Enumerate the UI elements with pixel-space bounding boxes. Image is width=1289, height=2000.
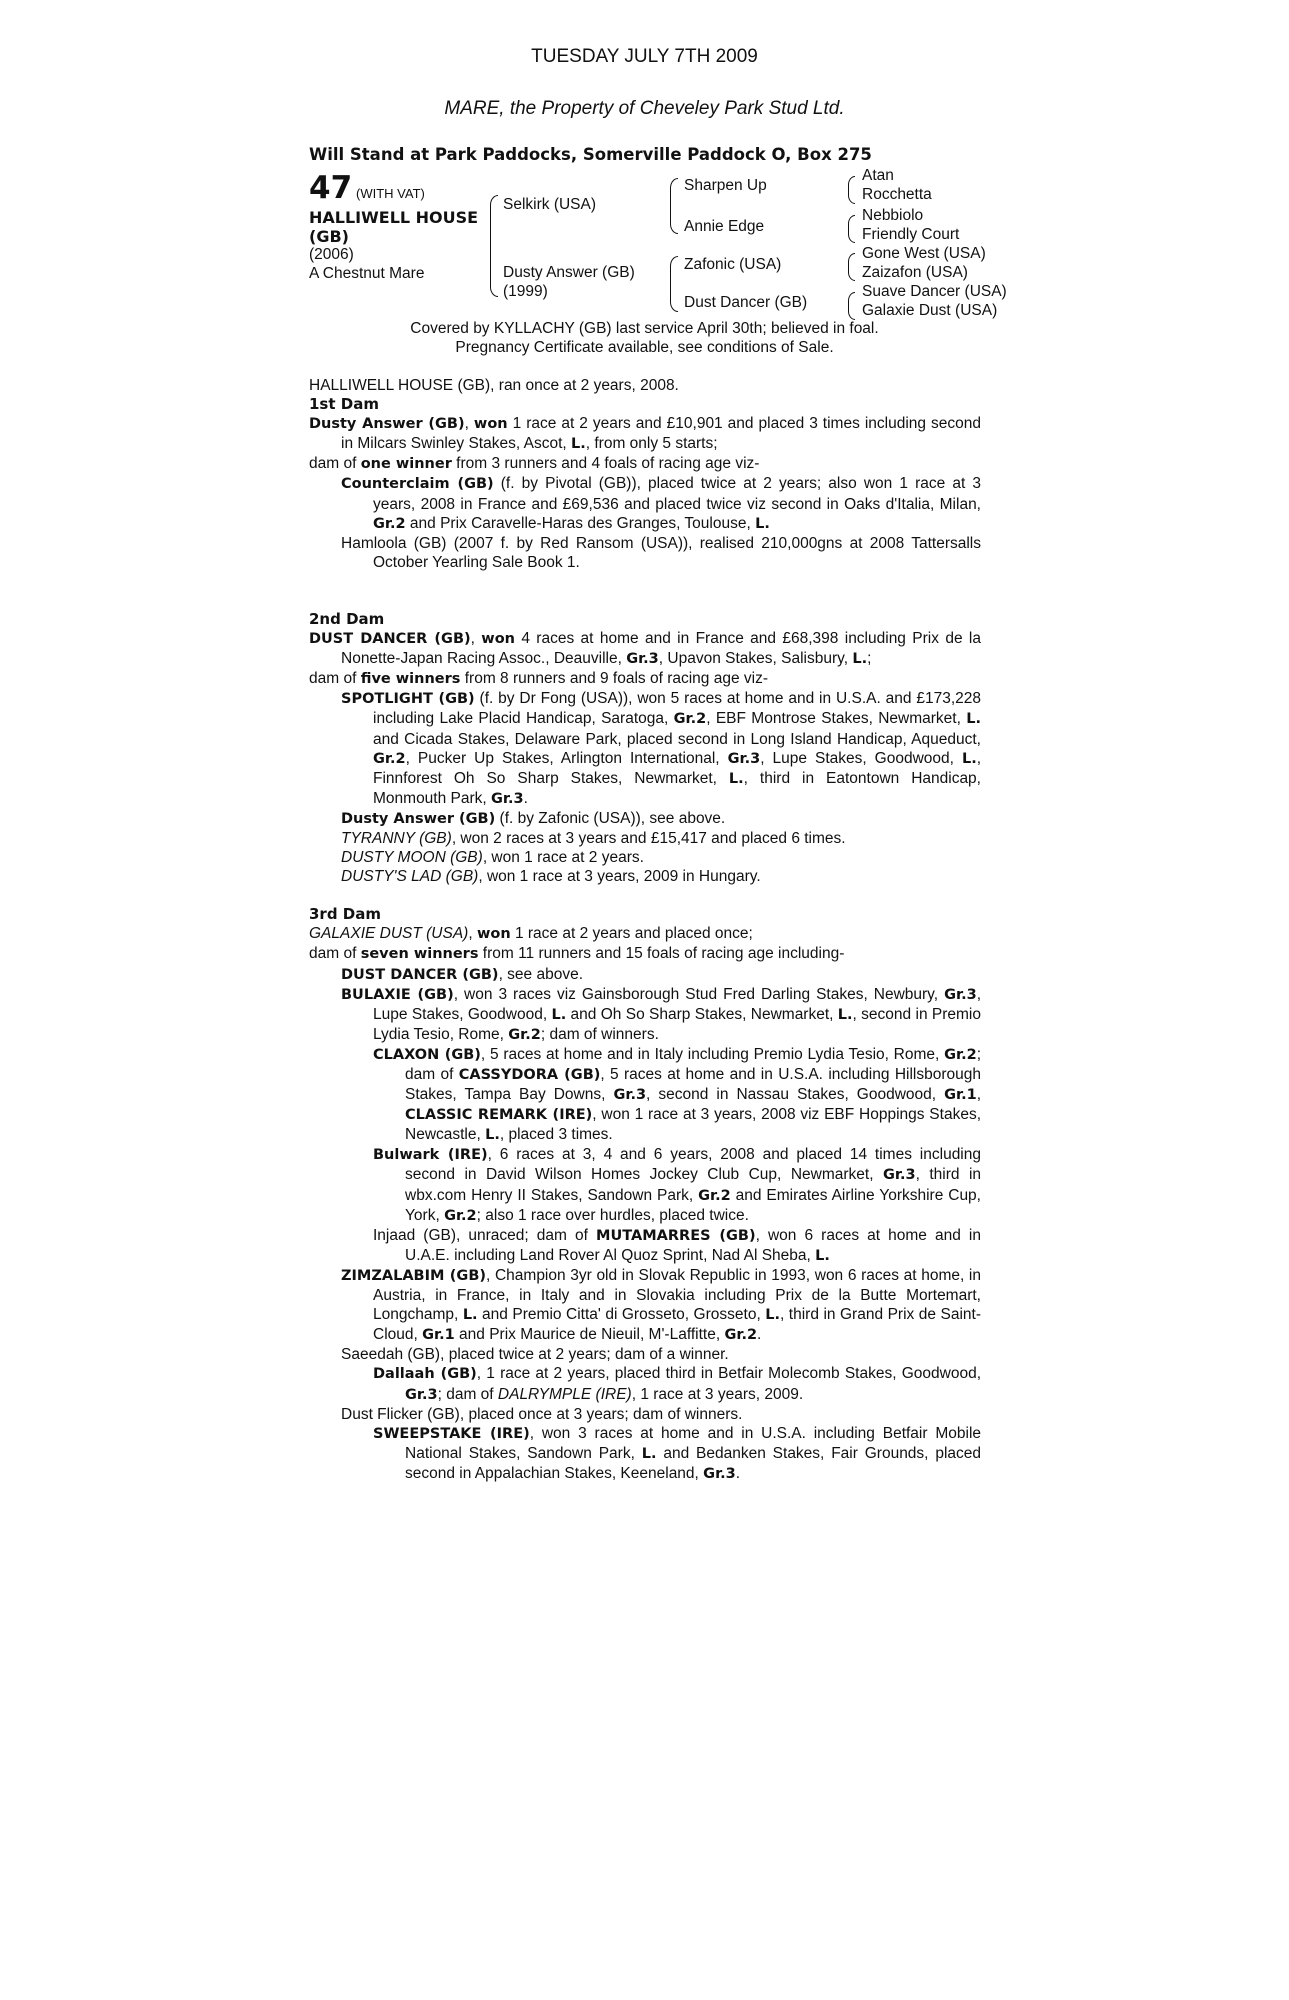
produce-text: , 1 race at 3 years, 2009. [631,1385,804,1403]
produce-text: , Pucker Up Stakes, Arlington International, [405,749,728,767]
produce-text: and Bedanken Stakes, Fair Grounds, placed second in Appalachian Stakes, Keeneland, [405,1444,981,1482]
produce-text: , won 3 races viz Gainsborough Stud Fred Darling Stakes, Newbury, [453,985,945,1003]
produce-name: BULAXIE (GB) [341,986,454,1003]
produce-text: , second in Nassau Stakes, Goodwood, [646,1086,945,1104]
produce-entry [309,985,981,1045]
produce-name: DALRYMPLE (IRE) [497,1385,632,1403]
produce-text: and Prix Maurice de Nieuil, M'-Laffitte, [454,1326,725,1344]
listed-label: L. [485,1127,500,1144]
group-label: Gr.2 [444,1207,477,1224]
won-label: won [473,416,508,433]
produce-text: and Premio Citta' di Grosseto, Grosseto, [477,1306,766,1324]
pedigree-sire-dam: Annie Edge [684,218,765,235]
third-dam-name: GALAXIE DUST (USA) [309,925,469,943]
produce-name: Dallaah (GB) [373,1366,477,1383]
group-label: Gr.2 [673,711,707,728]
pedigree-g3-5: Gone West (USA) [862,245,986,262]
second-dam-name: DUST DANCER (GB) [309,631,471,648]
produce-text: (f. by Zafonic (USA)), see above. [495,809,726,827]
produce-text: , 1 race at 2 years, placed third in Betfair Molecomb Stakes, Goodwood, [476,1365,981,1383]
produce-entry [309,965,981,985]
produce-text: , second in Premio Lydia Tesio, Rome, [373,1005,981,1043]
group-label: Gr.2 [698,1187,731,1204]
produce-text: (f. by Dr Fong (USA)), won 5 races at home and in U.S.A. and £173,228 including Lake Placid Handicap, Saratoga, [373,690,982,728]
record-text: 4 races at home and in France and £68,398 including Prix de la Nonette-Japan Racing Assoc., Deauville, [341,630,981,668]
produce-name: Counterclaim (GB) [341,476,494,493]
produce-entry [309,474,981,533]
race-record: HALLIWELL HOUSE (GB), ran once at 2 years, 2008. [309,377,679,394]
spacer [309,886,981,905]
listed-label: L. [462,1307,478,1324]
produce-entry: Dust Flicker (GB), placed once at 3 years; dam of winners. [341,1405,743,1423]
group-label: Gr.2 [508,1026,541,1043]
summary-text: from 3 runners and 4 foals of racing age viz- [451,455,760,473]
pedigree-g3-1: Atan [862,167,894,184]
winners-count: one winner [360,456,452,473]
produce-entry [309,1266,981,1345]
produce-name: DUSTY'S LAD (GB) [341,868,479,886]
produce-text: , won 6 races at home and in U.A.E. including Land Rover Al Quoz Sprint, Nad Al Sheba, [405,1226,981,1264]
first-dam-record: Dusty Answer (GB), won 1 race at 2 years and £10,901 and placed 3 times including second in Milcars Swinley Stakes, Ascot, L., from only 5 starts; [309,415,981,453]
produce-text: and Cicada Stakes, Delaware Park, placed second in Long Island Handicap, Aqueduct, [373,730,981,748]
pedigree-g3-7: Suave Dancer (USA) [862,283,1007,300]
produce-record [309,376,981,1484]
pedigree-dam: Dusty Answer (GB) [503,264,635,281]
vat-note: (WITH VAT) [356,186,425,201]
group-label: Gr.2 [373,750,406,767]
produce-entry [309,1364,981,1404]
pedigree-g3-3: Nebbiolo [862,207,924,224]
first-dam-text: , from only 5 starts; [585,435,718,453]
produce-name: CLAXON (GB) [373,1046,481,1063]
summary-text: dam of [309,455,361,473]
lot-number: 47 [309,170,353,206]
produce-name: DUSTY MOON (GB) [341,849,483,867]
pedigree-dam-sire: Zafonic (USA) [684,256,782,273]
first-dam-text: 1 race at 2 years and £10,901 and placed 3 times including second in Milcars Swinley Stakes, Ascot, [341,415,981,453]
produce-text: , Finnforest Oh So Sharp Stakes, Newmarket, [373,749,982,787]
pedigree-bracket-sire [670,178,678,234]
pedigree-g3-6: Zaizafon (USA) [862,264,968,281]
produce-text: ; dam of [437,1385,498,1403]
produce-name: SPOTLIGHT (GB) [341,691,475,708]
produce-text: and Prix Caravelle-Haras des Granges, Toulouse, [405,514,756,532]
produce-text: , won 1 race at 3 years, 2008 viz EBF Hoppings Stakes, Newcastle, [405,1106,981,1144]
listed-label: L. [815,1247,830,1264]
produce-name: Bulwark (IRE) [373,1147,488,1164]
pedigree-dam-year: (1999) [503,283,548,300]
listed-label: L. [837,1006,853,1023]
record-text: , Upavon Stakes, Salisbury, [658,650,853,668]
group-label: Gr.3 [626,651,659,668]
listed-label: L. [961,750,977,767]
spacer [309,572,981,610]
second-dam-produce-summary [309,669,981,689]
listed-label: L. [551,1006,567,1023]
summary-text: from 11 runners and 15 foals of racing age including- [478,945,845,963]
produce-entry [309,689,981,809]
pedigree-bracket-g3-2 [848,215,855,243]
pedigree-g3-4: Friendly Court [862,226,960,243]
produce-entry [309,809,981,829]
produce-text: , Lupe Stakes, Goodwood, [373,985,981,1023]
produce-entry [309,867,981,886]
produce-text: , [976,1086,981,1104]
produce-entry [309,1145,981,1225]
produce-name: SWEEPSTAKE (IRE) [373,1425,530,1442]
produce-entry [309,1424,981,1484]
produce-text: ; also 1 race over hurdles, placed twice. [476,1206,749,1224]
produce-text: . [757,1326,762,1344]
produce-text: . [735,1464,741,1482]
produce-text: , won 2 races at 3 years and £15,417 and placed 6 times. [451,829,846,847]
pedigree-g3-8: Galaxie Dust (USA) [862,302,998,319]
pedigree-sire-sire: Sharpen Up [684,177,767,194]
winners-count: five winners [360,671,461,688]
produce-entry [309,1226,981,1266]
produce-text: , placed 3 times. [499,1126,613,1144]
pedigree-g3-2: Rocchetta [862,186,932,203]
group-label: Gr.1 [944,1087,977,1104]
vendor-line: MARE, the Property of Cheveley Park Stud Ltd. [444,98,845,119]
produce-text: , see above. [498,965,584,983]
won-label: won [476,926,511,943]
produce-name: MUTAMARRES (GB) [596,1227,756,1244]
sale-date: TUESDAY JULY 7TH 2009 [531,46,758,67]
foaling-year: (2006) [309,246,354,263]
second-dam-record: DUST DANCER (GB), won 4 races at home and in France and £68,398 including Prix de la Nonette-Japan Racing Assoc., Deauville, Gr.3, Upavon Stakes, Salisbury, L.; [309,630,981,668]
produce-entry [309,1045,981,1145]
group-label: Gr.3 [727,750,761,767]
produce-name: ZIMZALABIM (GB) [341,1267,487,1284]
produce-text: Injaad (GB), unraced; dam of [373,1226,597,1244]
third-dam-produce-summary [309,944,981,964]
produce-text: , won 1 race at 2 years. [482,849,644,867]
group-label: Gr.3 [703,1465,736,1482]
horse-name: HALLIWELL HOUSE (GB) [309,208,479,246]
summary-text: from 8 runners and 9 foals of racing age viz- [460,670,768,688]
group-label: Gr.3 [613,1087,647,1104]
produce-entry: Hamloola (GB) (2007 f. by Red Ransom (USA)), realised 210,000gns at 2008 Tattersalls October Yearling Sale Book 1. [341,534,981,571]
produce-name: CLASSIC REMARK (IRE) [405,1107,593,1124]
pedigree-dam-dam: Dust Dancer (GB) [684,294,808,311]
produce-text: and Emirates Airline Yorkshire Cup, York, [405,1186,981,1224]
produce-text: , won 1 race at 3 years, 2009 in Hungary. [478,868,761,886]
produce-text: , 5 races at home and in Italy including Premio Lydia Tesio, Rome, [480,1045,945,1063]
produce-text: , 5 races at home and in U.S.A. including Hillsborough Stakes, Tampa Bay Downs, [405,1066,981,1104]
first-dam-name: Dusty Answer (GB) [309,416,465,433]
group-label: Gr.2 [944,1046,977,1063]
listed-label: L. [966,711,981,728]
produce-text: , Lupe Stakes, Goodwood, [760,749,962,767]
summary-text: dam of [309,670,361,688]
covered-line: Covered by KYLLACHY (GB) last service April 30th; believed in foal. [410,320,879,337]
pedigree-bracket-g3-4 [848,292,855,320]
won-label: won [481,631,515,648]
pedigree-bracket-g3-3 [848,253,855,281]
produce-text: ; dam of [405,1045,981,1083]
third-dam-record: GALAXIE DUST (USA), won 1 race at 2 years and placed once; [309,925,753,943]
produce-name: TYRANNY (GB) [341,829,452,847]
listed-label: L. [571,436,586,453]
produce-text: and Oh So Sharp Stakes, Newmarket, [566,1005,838,1023]
group-label: Gr.3 [882,1167,916,1184]
group-label: Gr.2 [724,1327,758,1344]
produce-name: DUST DANCER (GB) [341,966,499,983]
listed-label: L. [852,651,868,668]
pregnancy-line: Pregnancy Certificate available, see conditions of Sale. [455,339,834,356]
group-label: Gr.3 [405,1386,438,1403]
winners-count: seven winners [360,946,479,963]
listed-label: L. [765,1307,780,1324]
first-dam-heading: 1st Dam [309,395,379,414]
listed-label: L. [728,770,744,787]
group-label: Gr.3 [944,986,977,1003]
pedigree-sire: Selkirk (USA) [503,196,597,213]
group-label: Gr.1 [422,1327,455,1344]
horse-description: A Chestnut Mare [309,265,425,282]
group-label: Gr.2 [373,515,406,532]
produce-entry [309,848,981,867]
third-dam-heading: 3rd Dam [309,905,381,924]
produce-text: . [523,789,528,807]
stabling-line: Will Stand at Park Paddocks, Somerville Paddock O, Box 275 [309,145,872,164]
produce-text: , third in wbx.com Henry II Stakes, Sandown Park, [405,1166,982,1204]
produce-text: , third in Eatontown Handicap, Monmouth Park, [373,769,981,807]
record-text: 1 race at 2 years and placed once; [510,925,753,943]
produce-text: (f. by Pivotal (GB)), placed twice at 2 years; also won 1 race at 3 years, 2008 in France and £69,536 and placed twice viz second in Oaks d'Italia, Milan, [373,475,981,513]
second-dam-heading: 2nd Dam [309,609,385,628]
produce-text: , won 3 races at home and in U.S.A. including Betfair Mobile National Stakes, Sandown Park, [405,1424,982,1462]
produce-text: ; dam of winners. [540,1025,659,1043]
pedigree-bracket-gen1 [490,195,498,297]
produce-text: , EBF Montrose Stakes, Newmarket, [706,710,967,728]
produce-name: Dusty Answer (GB) [341,810,496,827]
pedigree-bracket-dam [670,256,678,312]
produce-text: , 6 races at 3, 4 and 6 years, 2008 and placed 14 times including second in David Wilson Homes Jockey Club Cup, Newmarket, [405,1146,981,1184]
produce-entry [309,829,981,848]
produce-name: CASSYDORA (GB) [458,1067,601,1083]
group-label: Gr.3 [491,790,524,807]
pedigree-bracket-g3-1 [848,176,855,204]
produce-text: , third in Grand Prix de Saint-Cloud, [373,1306,981,1344]
listed-label: L. [641,1445,657,1462]
listed-label: L. [755,515,770,532]
produce-text: , Champion 3yr old in Slovak Republic in 1993, won 6 races at home, in Austria, in France, in Italy and in Slovakia including Prix de la Butte Mortemart, Longchamp, [373,1266,981,1324]
first-dam-produce-summary [309,454,981,474]
summary-text: dam of [309,945,361,963]
record-text: ; [867,650,872,668]
produce-entry: Saeedah (GB), placed twice at 2 years; dam of a winner. [341,1346,729,1364]
